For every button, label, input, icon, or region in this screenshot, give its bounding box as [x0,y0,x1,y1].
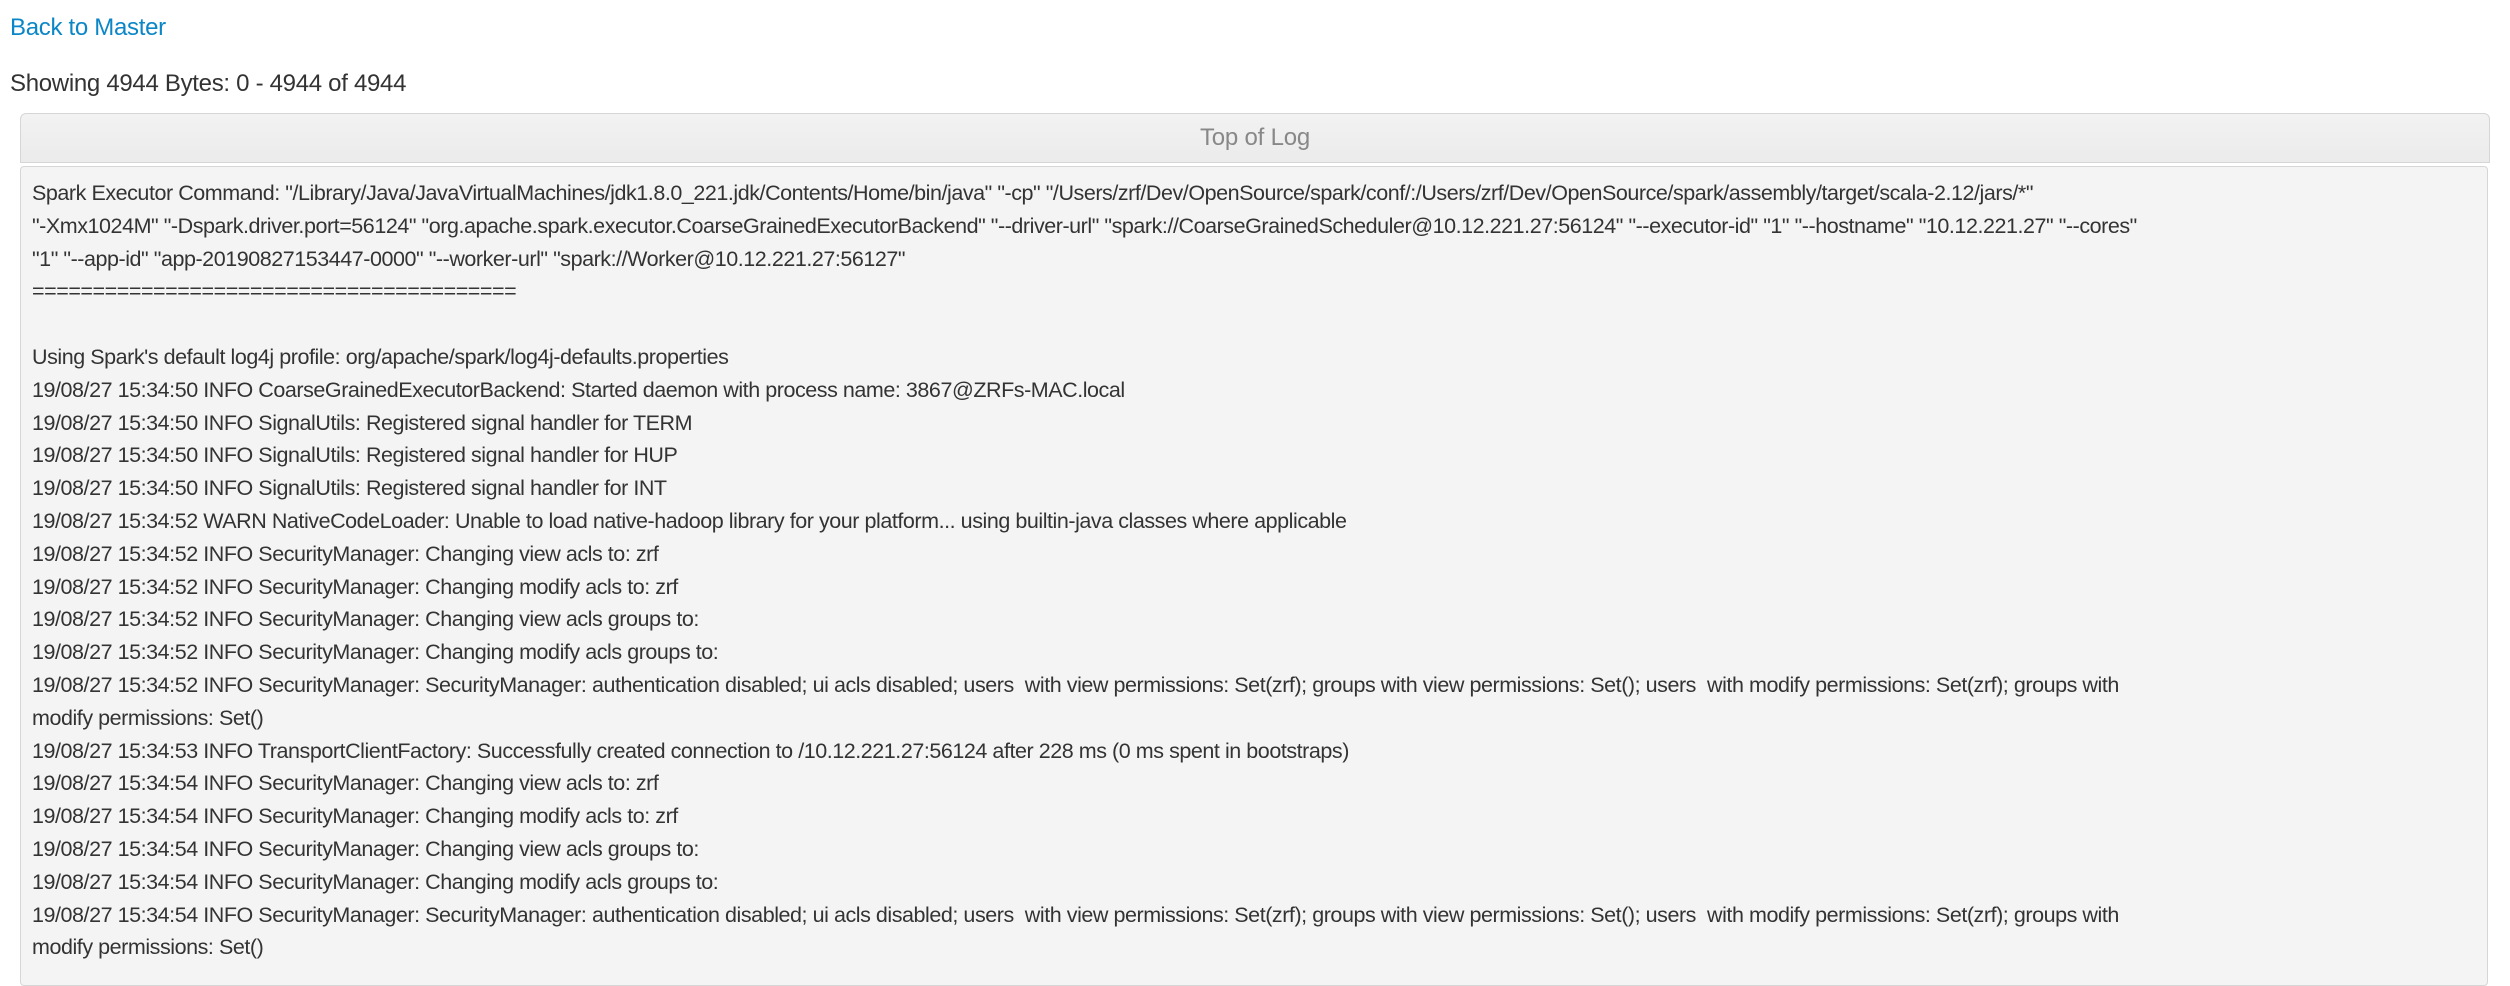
log-line: 19/08/27 15:34:54 INFO SecurityManager: Changing modify acls to: zrf [32,804,678,829]
log-line: 19/08/27 15:34:54 INFO SecurityManager: SecurityManager: authentication disabled; ui acls disabled; users with view permissions: Set(zrf); groups with view permissions: Set(); users with modify permissions: Set(zrf); groups with [32,902,2119,927]
log-line: "-Xmx1024M" "-Dspark.driver.port=56124" "org.apache.spark.executor.CoarseGrainedExecutorBackend" "--driver-url" "spark://CoarseGrainedScheduler@10.12.221.27:56124" "--executor-id" "1" "--hostname" "10.12.221.27" "--cores" [32,213,2137,238]
log-line: 19/08/27 15:34:53 INFO TransportClientFactory: Successfully created connection to /10.12.221.27:56124 after 228 ms (0 ms spent in bootstraps) [32,738,1349,763]
log-line [32,308,2487,341]
log-line: 19/08/27 15:34:52 INFO SecurityManager: Changing view acls to: zrf [32,541,659,566]
log-line: 19/08/27 15:34:50 INFO SignalUtils: Registered signal handler for HUP [32,443,678,468]
log-line: Spark Executor Command: "/Library/Java/JavaVirtualMachines/jdk1.8.0_221.jdk/Contents/Home/bin/java" "-cp" "/Users/zrf/Dev/OpenSource/spark/conf/:/Users/zrf/Dev/OpenSource/spark/assembly/target/scala-2.12/jars/*" [32,181,2034,205]
log-line: 19/08/27 15:34:52 WARN NativeCodeLoader: Unable to load native-hadoop library for your platform... using builtin-java classes where applicable [32,508,1347,533]
log-line: "1" "--app-id" "app-20190827153447-0000" "--worker-url" "spark://Worker@10.12.221.27:56127" [32,246,906,271]
log-line: 19/08/27 15:34:52 INFO SecurityManager: Changing modify acls to: zrf [32,574,678,599]
log-line: 19/08/27 15:34:52 INFO SecurityManager: Changing view acls groups to: [32,607,699,632]
log-line: 19/08/27 15:34:54 INFO SecurityManager: Changing view acls to: zrf [32,771,659,796]
log-line: Using Spark's default log4j profile: org/apache/spark/log4j-defaults.properties [32,344,729,369]
back-to-master-link[interactable]: Back to Master [10,14,166,41]
byte-range-status: Showing 4944 Bytes: 0 - 4944 of 4944 [10,70,407,97]
log-line: 19/08/27 15:34:52 INFO SecurityManager: Changing modify acls groups to: [32,640,719,665]
log-line: 19/08/27 15:34:50 INFO SignalUtils: Registered signal handler for INT [32,476,667,501]
log-line: 19/08/27 15:34:50 INFO SignalUtils: Registered signal handler for TERM [32,410,693,435]
log-line: 19/08/27 15:34:52 INFO SecurityManager: SecurityManager: authentication disabled; ui acls disabled; users with view permissions: Set(zrf); groups with view permissions: Set(); users with modify permissions: Set(zrf); groups with [32,672,2119,697]
log-line: modify permissions: Set() [32,935,264,960]
log-line: 19/08/27 15:34:54 INFO SecurityManager: Changing view acls groups to: [32,836,699,861]
top-of-log-button[interactable]: Top of Log [20,113,2490,163]
log-line: modify permissions: Set() [32,705,264,730]
log-line: 19/08/27 15:34:54 INFO SecurityManager: Changing modify acls groups to: [32,869,719,894]
log-content [20,166,2488,986]
log-line: ======================================== [32,279,517,304]
log-line: 19/08/27 15:34:50 INFO CoarseGrainedExecutorBackend: Started daemon with process name: 3867@ZRFs-MAC.local [32,377,1125,402]
